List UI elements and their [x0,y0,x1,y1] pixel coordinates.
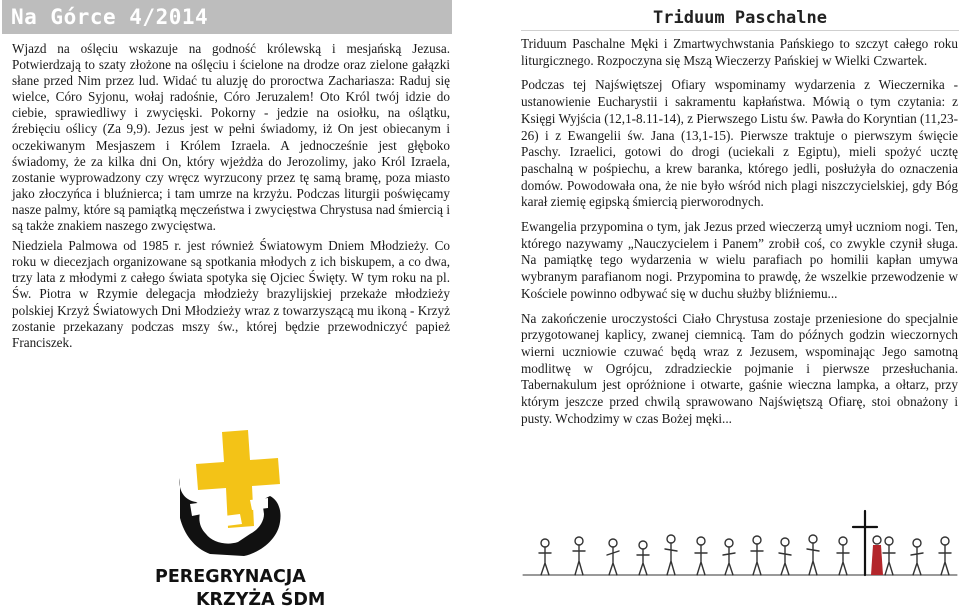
red-figure [871,545,883,575]
right-article [521,36,958,435]
left-paragraph: Wjazd na oślęciu wskazuje na godność królewską i mesjańską Jezusa. Potwierdzają to szaty złożone na oślęciu i ścielone na drodze oraz zielone gałązki słane przed Nim przez lud. Widać tu aluzję do proroctwa Zachariasza: Raduj się wielce, Córo Syjonu, wołaj radośnie, Córo Jeruzalem! Oto Król twój idzie do ciebie, sprawiedliwy i zwycięski. Pokorny - jedzie na osiołku, na oślątku, źrebięciu oślicy (Za 9,9). Jezus jest w pełni świadomy, iż On jest obiecanym i oczekiwanym Mesjaszem i Królem Izraela. A jednocześnie jest głęboko świadomy, że za kilka dni On, który wjeżdża do Jerozolimy, jako Król Izraela, zostanie wyprowadzony czy wręcz wyrzucony przez tę samą bramę, poza miasto jako złoczyńca i bluźnierca; i tam umrze na krzyżu. Podczas liturgii poświęcamy nasze palmy, które są pamiątką męczeństwa i zwycięstwa Chrystusa nad śmiercią i są także znakiem naszego zwycięstwa. [12,41,450,234]
issue-header [2,0,452,34]
logo-line2: KRZYŻA ŚDM [196,590,326,609]
logo-line1: PEREGRYNACJA [155,567,306,587]
left-paragraph: Niedziela Palmowa od 1985 r. jest również Światowym Dniem Młodzieży. Co roku w diecezjach organizowane są spotkania młodych z ich biskupem, a co dwa, trzy lata z młodymi z całego świata spotyka się Ojciec Święty. W tym roku na pl. Św. Piotra w Rzymie delegacja młodzieży brazylijskiej przekaże młodzieży polskiej Krzyż Światowych Dni Młodzieży wraz z towarzyszącą mu ikoną - Krzyż zostanie przekazany podczas mszy św., której będzie przewodniczyć papież Franciszek. [12,238,450,350]
right-paragraph: Triduum Paschalne Męki i Zmartwychwstania Pańskiego to szczyt całego roku liturgicznego. Rozpoczyna się Mszą Wieczerzy Pańskiej w Wielki Czwartek. [521,36,958,68]
red-figure-head [873,536,881,544]
procession-illustration [521,505,959,585]
left-column [2,0,452,351]
peregrynacja-logo [150,430,330,609]
left-article [12,41,450,351]
cross-hands-icon [180,430,281,556]
right-paragraph: Podczas tej Najświętszej Ofiary wspominamy wydarzenia z Wieczernika - ustanowienie Eucharystii i sakramentu kapłaństwa. Mówią o tym czytania: z Księgi Wyjścia (12,1-8.11-14), z Pierwszego Listu św. Pawła do Koryntian (11,23-26) i z Ewangelii św. Jana (13,1-15). Pierwsze traktuje o pierwszym święcie Paschy. Izraelici, gotowi do drogi (uciekali z Egiptu), mieli spożyć ucztę paschalną w pośpiechu, a krew baranka, którego jedli, posłużyła do oznaczenia domów. Powodowała ona, że nie było wśród nich plagi niszczycielskiej, gdy Bóg karał ziemię egipską śmiercią pierworodnych. [521,77,958,210]
right-paragraph: Ewangelia przypomina o tym, jak Jezus przed wieczerzą umył uczniom nogi. Ten, którego nazywamy „Nauczycielem i Panem” zrobił coś, co zwykle czynił sługa. Na pamiątkę tego wydarzenia w wielu parafiach po homilii kapłan umywa wybranym parafianom nogi. Przypomina to prawdę, że wszelkie przewodzenie w Kościele powinno odbywać się w duchu służby bliźniemu... [521,219,958,301]
right-paragraph: Na zakończenie uroczystości Ciało Chrystusa zostaje przeniesione do specjalnie przygotowanej kaplicy, zwanej ciemnicą. Tam do późnych godzin wieczornych wierni uczniowie czuwać będą wraz z Jezusem, wspominając Jego samotną modlitwę w Ogrójcu, zdradzieckie pojmanie i pierwsze przesłuchania. Tabernakulum jest opróżnione i otwarte, gaśnie wieczna lampka, a ołtarz, przy którym jeszcze przed chwilą sprawowano Najświętszą Ofiarę, stoi obnażony i pusty. Wchodzimy w czas Bożej męki... [521,310,958,426]
procession-figures-icon [523,511,957,575]
issue-title: Na Górce 4/2014 [11,5,209,29]
section-title: Triduum Paschalne [521,4,959,31]
